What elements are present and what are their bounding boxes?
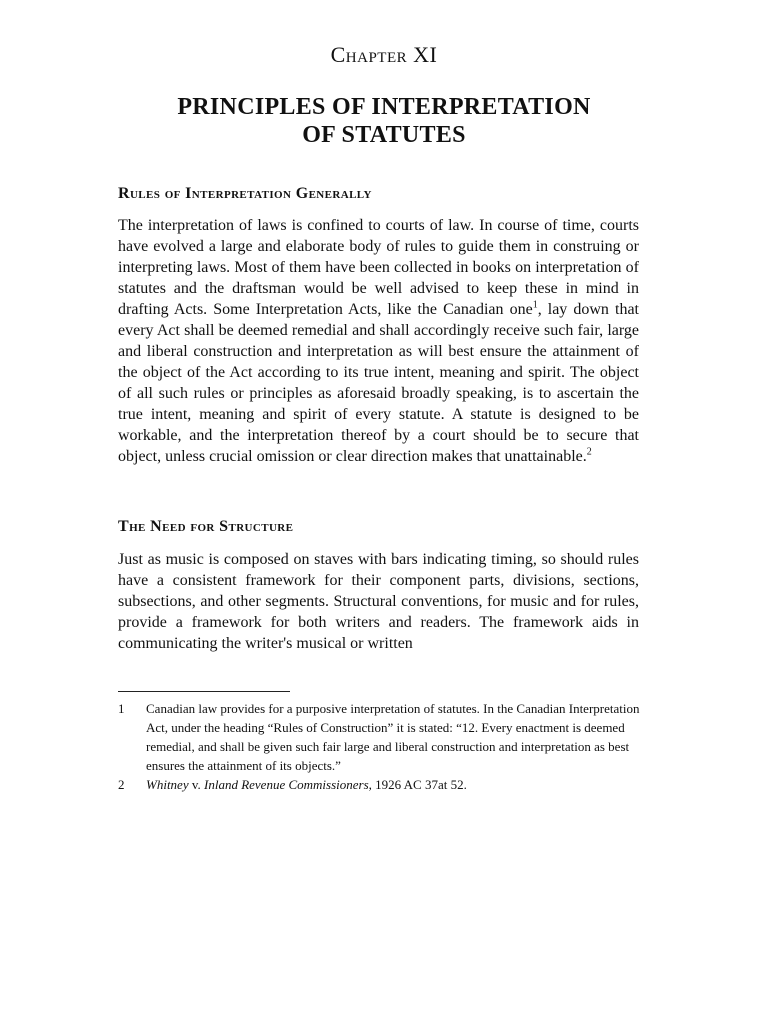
- footnote-number: 1: [118, 701, 125, 716]
- chapter-title: [0, 93, 768, 149]
- footnote-reference-1[interactable]: 1: [532, 299, 538, 311]
- section-paragraph-structure: Just as music is composed on staves with bars indicating timing, so should rules have a consistent framework for their component parts, divisions, sections, subsections, and other segments. Structural conventions, for music and for rules, provide a framework for both writers and readers. The framework aids in communicating the writer's musical or written: [118, 551, 639, 652]
- paragraph-text-part-1: The interpretation of laws is confined to courts of law. In course of time, courts have evolved a large and elaborate body of rules to guide them in construing or interpreting laws. Most of them have been collected in books on interpretation of statutes and the draftsman would be well advised to keep these in mind in drafting Acts. Some Interpretation Acts, like the Canadian one: [118, 217, 639, 318]
- footnote-1: [118, 699, 644, 775]
- footnote-2: [118, 775, 644, 794]
- paragraph-text-part-2: , lay down that every Act shall be deemed remedial and shall accordingly receive such fair, large and liberal construction and interpretation as will best ensure the attainment of the object of the Act according to its true intent, meaning and spirit. The object of all such rules or principles as aforesaid broadly speaking, is to ascertain the true intent, meaning and spirit of every statute. A statute is designed to be workable, and the interpretation thereof by a court should be to secure that object, unless crucial omission or clear direction makes that unattainable.: [118, 301, 639, 465]
- case-party-1: Whitney: [146, 777, 189, 792]
- case-versus: v.: [188, 777, 204, 792]
- chapter-title-line-2: OF STATUTES: [302, 122, 466, 148]
- chapter-label: Chapter XI: [330, 42, 438, 67]
- case-party-2: Inland Revenue Commissioners,: [204, 777, 372, 792]
- chapter-title-line-1: PRINCIPLES OF INTERPRETATION: [177, 94, 591, 120]
- case-citation: 1926 AC 37at 52.: [371, 777, 467, 792]
- section-heading-rules: Rules of Interpretation Generally: [118, 185, 372, 202]
- footnote-number: 2: [118, 777, 125, 792]
- footnote-reference-2[interactable]: 2: [586, 446, 592, 458]
- footnote-divider: [118, 691, 290, 692]
- footnote-text: Canadian law provides for a purposive interpretation of statutes. In the Canadian Interpretation Act, under the heading “Rules of Construction” it is stated: “12. Every enactment is deemed remedial, and shall be given such fair large and liberal construction and interpretation as best ensures the attainment of its objects.”: [146, 701, 640, 773]
- section-paragraph-rules: [118, 215, 639, 467]
- section-heading-structure: The Need for Structure: [118, 518, 294, 535]
- footnote-citation: [146, 775, 644, 794]
